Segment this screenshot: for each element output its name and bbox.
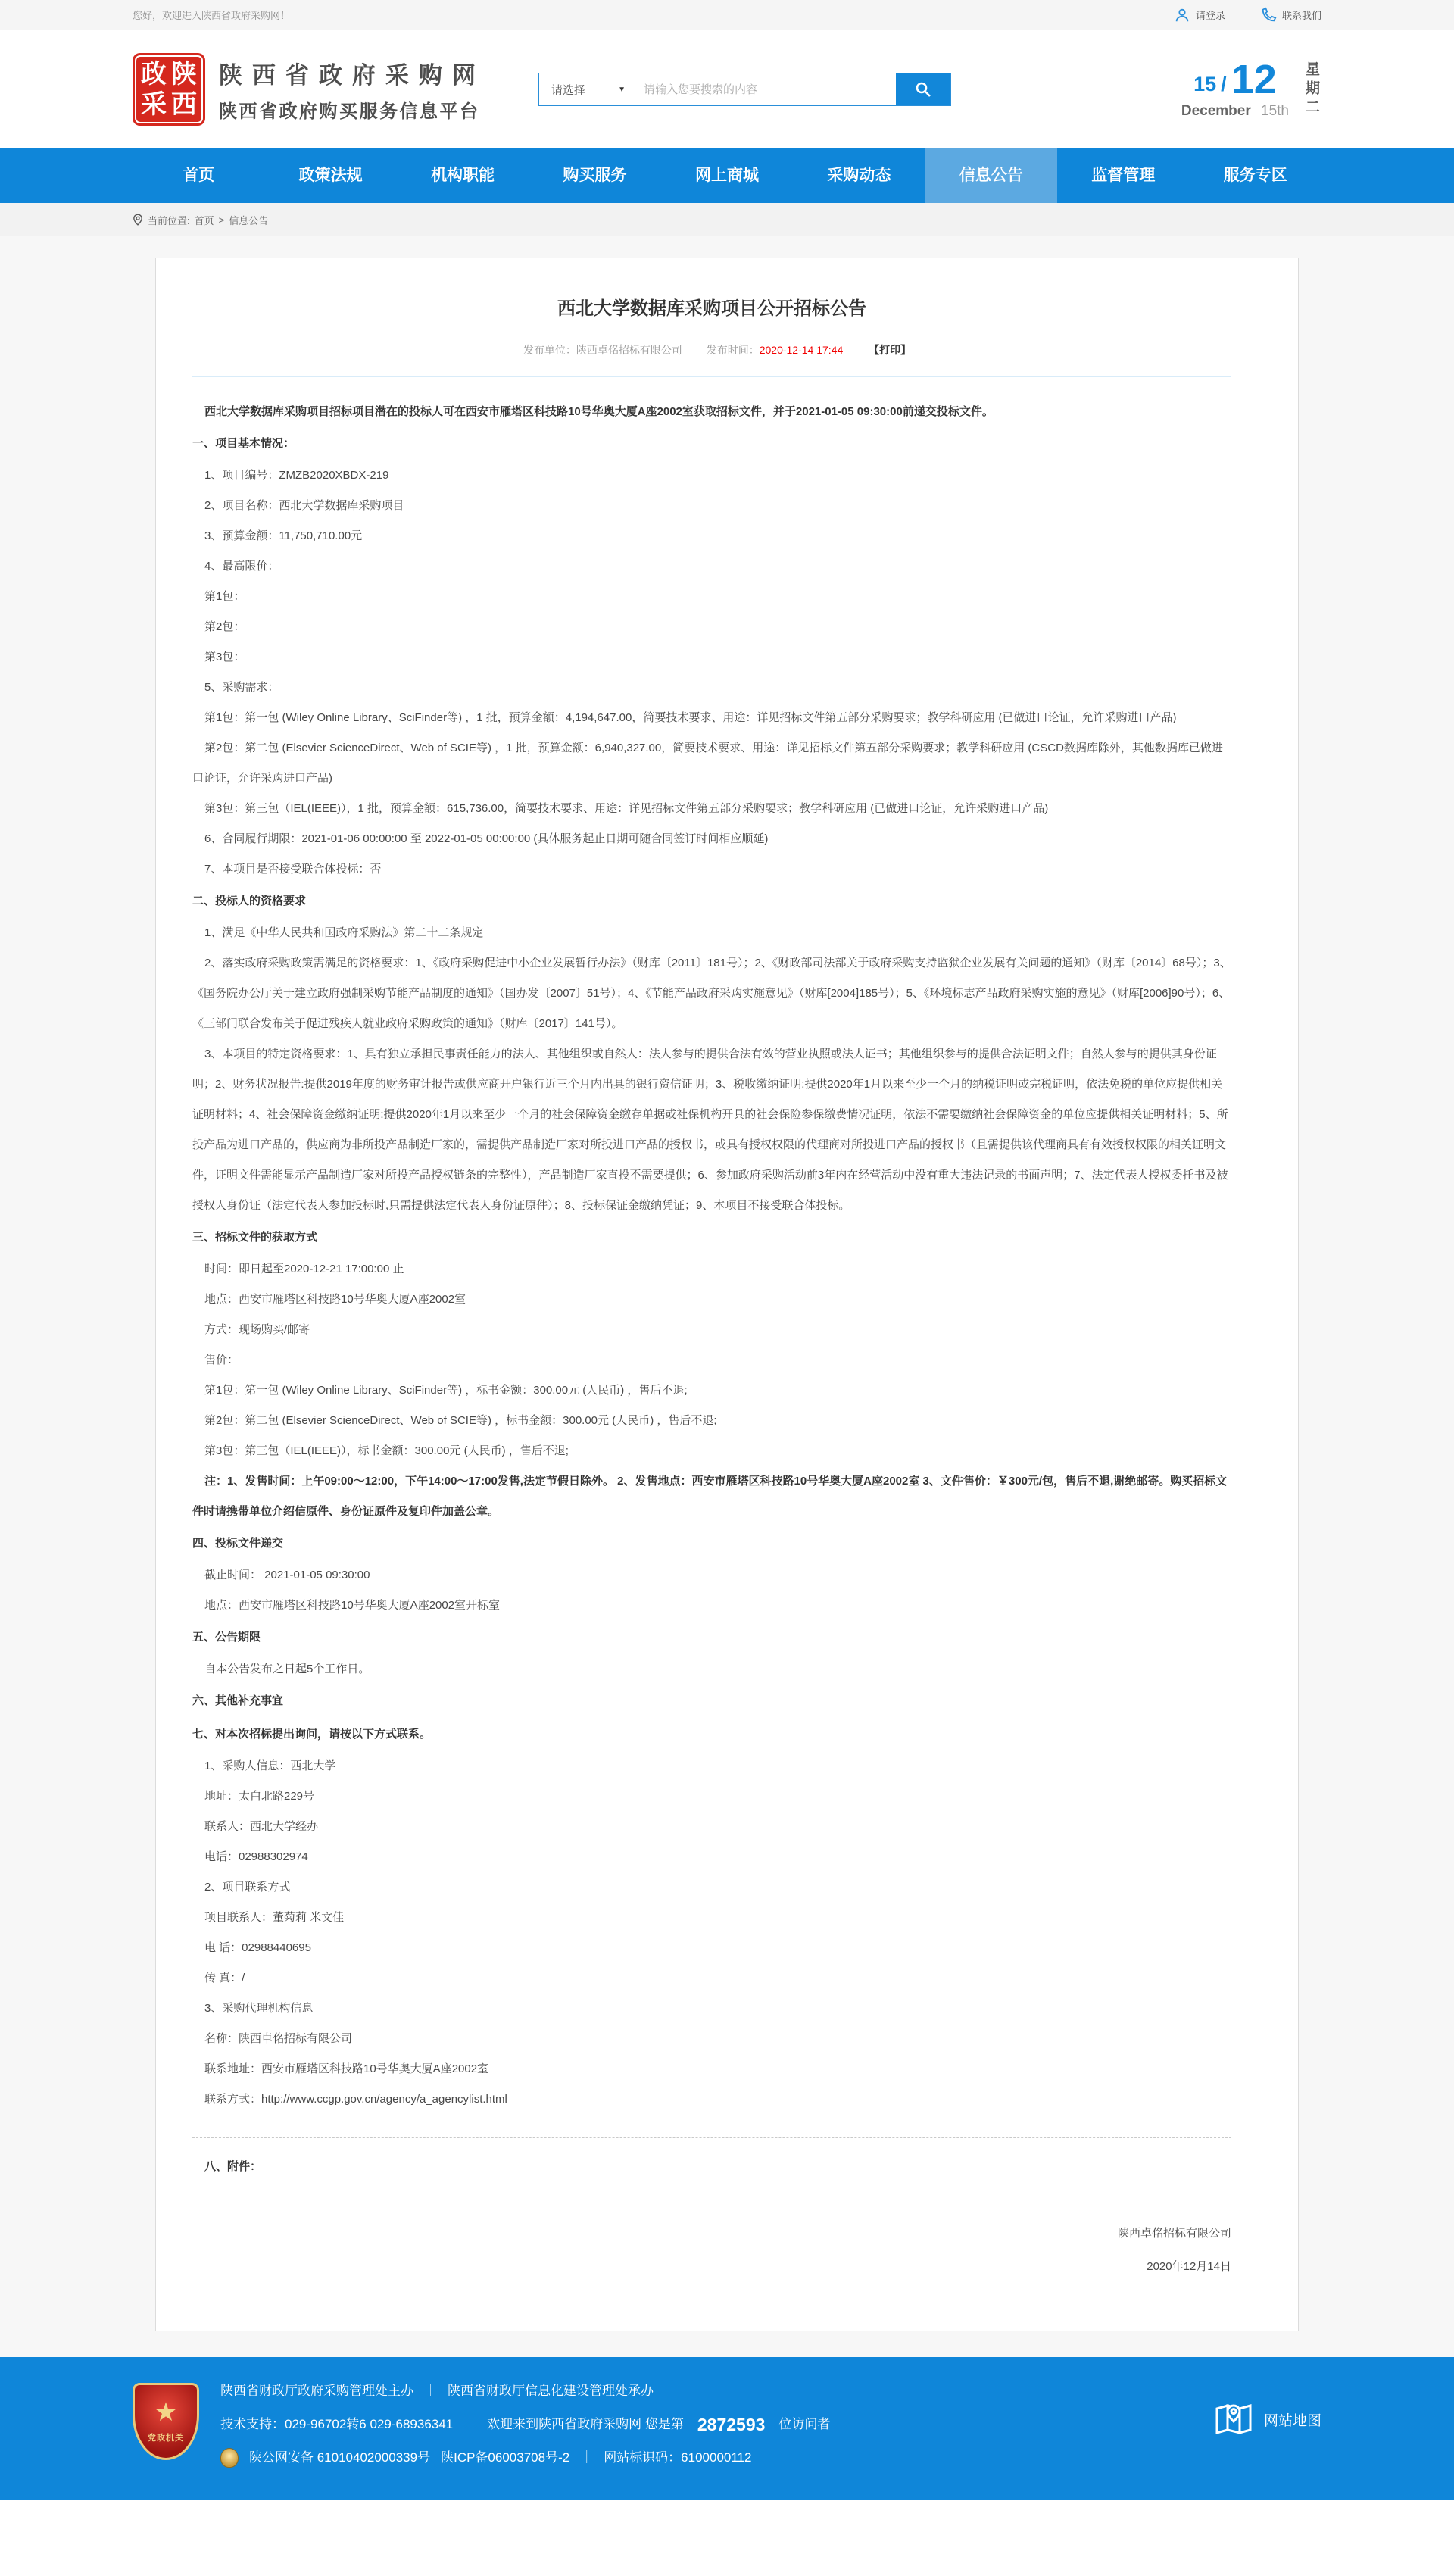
police-badge-icon [220,2448,239,2468]
breadcrumb [133,203,1321,236]
article-paragraph: 5、采购需求： [204,681,279,694]
article-paragraph: 2、项目名称：西北大学数据库采购项目 [204,499,404,512]
badge-emblem-icon: ★ [154,2398,178,2427]
site-subtitle: 陕西省政府购买服务信息平台 [219,101,480,122]
article-paragraph: 自本公告发布之日起5个工作日。 [204,1663,370,1675]
phone-icon [1260,7,1277,23]
footer-separator: ｜ [580,2450,594,2465]
footer-line-2 [220,2413,830,2436]
contact-label: 联系我们 [1281,10,1321,21]
article-paragraph: 售价： [204,1354,239,1366]
search-select-label: 请选择 [551,83,586,97]
publish-time-label: 发布时间： [706,344,760,356]
article-paragraph: 3、采购代理机构信息 [204,2002,314,2015]
logo-char: 采 [141,90,167,119]
logo-char: 政 [141,60,167,89]
publish-time [707,344,844,356]
site-title-block [219,56,485,123]
article-paragraph: 截止时间： 2021-01-05 09:30:00 [204,1569,370,1582]
logo-char: 西 [171,90,197,119]
contact-link[interactable] [1260,7,1321,23]
article-paragraph: 地点：西安市雁塔区科技路10号华奥大厦A座2002室开标室 [204,1599,501,1612]
article-paragraph: 3、本项目的特定资格要求：1、具有独立承担民事责任能力的法人、其他组织或自然人：法人参与的提供合法有效的营业执照或法人证书；其他组织参与的提供合法证明文件；自然人参与的提供其身份证明；2、财务状况报告:提供2019年度的财务审计报告或供应商开户银行近三个月内出具的银行资信证明；3、税收缴纳证明:提供2020年1月以来至少一个月的纳税证明或完税证明，依法免税的单位应提供相关证明材料；4、社会保障资金缴纳证明:提供2020年1月以来至少一个月的社会保障资金缴存单据或社保机构开具的社会保险参保缴费情况证明，依法不需要缴纳社会保障资金的单位应提供相关证明材料；5、所投产品为进口产品的，供应商为非所投产品制造厂家的，需提供产品制造厂家对所投进口产品的授权书，或具有授权权限的代理商对所投进口产品的授权书（且需提供该代理商具有有效授权权限的相关证明文件，证明文件需能显示产品制造厂家对所投产品授权链条的完整性），产品制造厂家直投不需要提供；6、参加政府采购活动前3年内在经营活动中没有重大违法记录的书面声明；7、法定代表人授权委托书及被授权人身份证（法定代表人参加投标时,只需提供法定代表人身份证原件）；8、投标保证金缴纳凭证；9、本项目不接受联合体投标。 [192,1048,1228,1212]
user-icon [1174,7,1190,23]
section-heading: 五、公告期限 [192,1631,261,1644]
breadcrumb-home-link[interactable]: 首页 [194,214,214,226]
date-weekday: 星期二 [1303,61,1319,118]
article-paragraph: 2、项目联系方式 [204,1881,291,1894]
article-paragraph: 方式：现场购买/邮寄 [204,1323,310,1336]
nav-items [133,148,1321,203]
article-paragraph: 联系地址：西安市雁塔区科技路10号华奥大厦A座2002室 [204,2062,489,2075]
article-paragraph: 2、落实政府采购政策需满足的资格要求：1、《政府采购促进中小企业发展暂行办法》（财库〔2011〕181号）；2、《财政部司法部关于政府采购支持监狱企业发展有关问题的通知》（财库〔2014〕68号）；3、《国务院办公厅关于建立政府强制采购节能产品制度的通知》（国办发〔2007〕51号）；4、《节能产品政府采购实施意见》（财库[2004]185号）；5、《环境标志产品政府采购实施的意见》（财库[2006]90号）；6、《三部门联合发布关于促进残疾人就业政府采购政策的通知》（财库〔2017〕141号）。 [192,957,1231,1030]
publisher [523,344,682,356]
section-heading: 八、附件： [204,2160,262,2173]
footer-separator: ｜ [463,2417,477,2431]
sitemap-link[interactable] [1214,2401,1321,2437]
publisher-label: 发布单位： [523,344,576,356]
article-paragraph: 第2包：第二包 (Elsevier ScienceDirect、Web of SCIE等) ，标书金额：300.00元 (人民币) ，售后不退; [204,1414,717,1427]
section-heading: 一、项目基本情况： [192,437,295,450]
article-paragraph: 名称：陕西卓佲招标有限公司 [204,2032,353,2045]
page-title: 西北大学数据库采购项目公开招标公告 [557,298,866,319]
article-paragraph: 1、采购人信息：西北大学 [204,1759,336,1772]
announcement-card [155,258,1299,2331]
footer-separator: ｜ [424,2384,437,2398]
date-slash: / [1221,73,1227,95]
article-paragraph: 项目联系人：董菊莉 米文佳 [204,1911,345,1924]
article-paragraph: 第3包：第三包（IEL(IEEE)），1 批，预算金额：615,736.00，简要技术要求、用途：详见招标文件第五部分采购要求；教学科研应用 (已做进口论证，允许采购进口产品) [204,802,1049,815]
login-label: 请登录 [1195,10,1225,21]
section-heading: 三、招标文件的获取方式 [192,1231,318,1244]
site-header [0,30,1454,148]
date-widget [1181,59,1321,120]
footer-visitor-text: 欢迎来到陕西省政府采购网 您是第 [487,2417,684,2431]
article-head [192,293,1231,377]
publisher-value: 陕西卓佲招标有限公司 [576,344,682,356]
section-heading: 二、投标人的资格要求 [192,895,307,907]
article-paragraph: 第3包：第三包（IEL(IEEE)），标书金额：300.00元 (人民币) ，售后不退; [204,1444,569,1457]
signature-company: 陕西卓佲招标有限公司 [1117,2227,1231,2240]
footer-site-code: 网站标识码：6100000112 [604,2450,752,2465]
article-paragraph: 地点：西安市雁塔区科技路10号华奥大厦A座2002室 [204,1293,466,1306]
nav-item-4[interactable]: 网上商城 [694,167,759,184]
nav-item-0[interactable]: 首页 [183,167,215,184]
breadcrumb-bar [0,203,1454,236]
chevron-down-icon: ▼ [618,85,626,94]
site-title: 陕西省政府采购网 [219,62,485,89]
search-button[interactable] [896,73,950,105]
article-paragraph: 4、最高限价： [204,560,279,573]
article-paragraph: 时间：即日起至2020-12-21 17:00:00 止 [204,1263,404,1276]
badge-label: 党政机关 [148,2434,184,2443]
article-paragraph: 6、合同履行期限：2021-01-06 00:00:00 至 2022-01-05 00:00:00 (具体服务起止日期可随合同签订时间相应顺延) [204,832,769,845]
nav-item-2[interactable]: 机构职能 [431,167,495,184]
main-nav [0,148,1454,203]
search-input[interactable] [636,73,896,105]
article-paragraph: 传 真：/ [204,1972,245,1984]
login-link[interactable] [1174,7,1225,23]
section-heading: 七、对本次招标提出询问，请按以下方式联系。 [192,1728,432,1741]
nav-item-7[interactable]: 监督管理 [1091,167,1156,184]
article-paragraph: 3、预算金额：11,750,710.00元 [204,529,363,542]
section-divider [192,2137,1231,2138]
footer-icp: 陕ICP备06003708号-2 [441,2450,570,2465]
site-logo[interactable] [133,53,205,126]
welcome-text: 您好，欢迎进入陕西省政府采购网！ [133,10,291,21]
footer-lines [220,2380,830,2480]
article-paragraph: 1、项目编号：ZMZB2020XBDX-219 [204,469,389,482]
nav-item-5[interactable]: 采购动态 [827,167,891,184]
footer-visitor-tail: 位访问者 [778,2417,831,2431]
site-footer [0,2357,1454,2500]
signature-block [192,2217,1231,2284]
article-paragraph: 第1包： [204,590,245,603]
section-heading: 四、投标文件递交 [192,1537,284,1550]
footer-beian: 陕公网安备 61010402000339号 [249,2450,431,2465]
article-paragraph: 第1包：第一包 (Wiley Online Library、SciFinder等) ，标书金额：300.00元 (人民币) ，售后不退; [204,1384,688,1397]
article-paragraph: 1、满足《中华人民共和国政府采购法》第二十二条规定 [204,926,484,939]
article-paragraph: 联系方式：http://www.ccgp.gov.cn/agency/a_agencylist.html [204,2093,507,2106]
article-meta [192,342,1231,358]
print-button[interactable]: 【打印】 [869,344,912,356]
breadcrumb-label: 当前位置: [148,214,190,226]
article-paragraph: 联系人：西北大学经办 [204,1820,319,1833]
article-paragraph: 注：1、发售时间：上午09:00～12:00，下午14:00～17:00发售,法定节假日除外。 2、发售地点：西安市雁塔区科技路10号华奥大厦A座2002室 3、文件售价：￥300元/包，售后不退,谢绝邮寄。购买招标文件时请携带单位介绍信原件、身份证原件及复印件加盖公章。 [192,1475,1228,1518]
page-background [0,236,1454,2357]
article-paragraph: 第1包：第一包 (Wiley Online Library、SciFinder等) ，1 批，预算金额：4,194,647.00，简要技术要求、用途：详见招标文件第五部分采购要求；教学科研应用 (已做进口论证，允许采购进口产品) [204,711,1177,724]
signature-date: 2020年12月14日 [1147,2260,1231,2273]
nav-item-1[interactable]: 政策法规 [298,167,363,184]
footer-line-3 [220,2446,830,2469]
logo-char: 陕 [171,60,197,89]
nav-item-6[interactable]: 信息公告 [925,148,1057,203]
footer-line-1 [220,2380,830,2403]
location-pin-icon [133,214,143,226]
article-paragraph: 7、本项目是否接受联合体投标：否 [204,863,382,876]
date-month-en: December [1181,103,1251,119]
article-paragraph: 第2包：第二包 (Elsevier ScienceDirect、Web of SCIE等) ，1 批，预算金额：6,940,327.00，简要技术要求、用途：详见招标文件第五部分采购要求；教学科研应用 (CSCD数据库除外，其他数据库已做进口论证，允许采购进口产品) [192,742,1223,785]
article-paragraph: 地址：太白北路229号 [204,1790,315,1803]
article-paragraph: 电话：02988302974 [204,1850,308,1863]
breadcrumb-current: 信息公告 [229,214,269,226]
footer-tech-support: 技术支持：029-96702转6 029-68936341 [220,2417,454,2431]
section-heading: 六、其他补充事宜 [192,1694,284,1707]
date-day-ordinal: 15th [1261,103,1289,119]
nav-item-8[interactable]: 服务专区 [1223,167,1287,184]
sitemap-map-icon [1214,2401,1253,2437]
search-bar [538,73,951,106]
article-paragraph: 第2包： [204,620,245,633]
date-day: 15 [1193,73,1217,95]
visitor-count: 2872593 [697,2415,766,2434]
page-end-strip [0,2500,1454,2506]
article-paragraph: 西北大学数据库采购项目招标项目潜在的投标人可在西安市雁塔区科技路10号华奥大厦A座2002室获取招标文件，并于2021-01-05 09:30:00前递交投标文件。 [204,405,994,418]
search-category-select[interactable] [539,73,636,105]
article-paragraph: 第3包： [204,651,245,664]
breadcrumb-sep: > [218,214,225,226]
date-month: 12 [1231,57,1277,102]
nav-item-3[interactable]: 购买服务 [563,167,627,184]
topbar [0,0,1454,30]
search-icon [914,80,932,98]
footer-undertaker: 陕西省财政厅信息化建设管理处承办 [448,2384,654,2398]
government-badge [133,2383,199,2460]
footer-host: 陕西省财政厅政府采购管理处主办 [220,2384,413,2398]
sitemap-label: 网站地图 [1263,2412,1321,2429]
publish-time-value: 2020-12-14 17:44 [759,344,844,356]
article-paragraph: 电 话：02988440695 [204,1941,311,1954]
article-body [192,377,1231,2184]
